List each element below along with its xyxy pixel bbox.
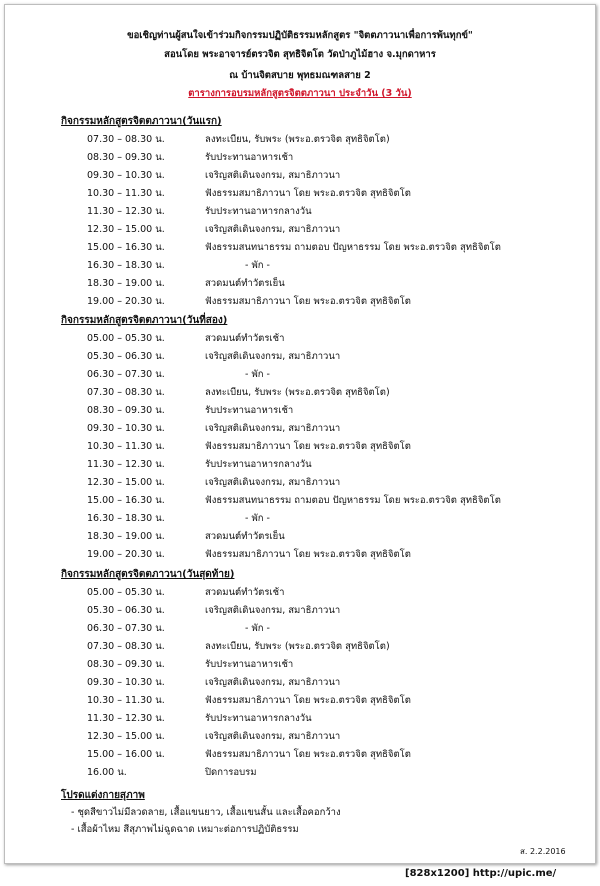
schedule-time: 11.30 – 12.30 น. <box>87 459 165 470</box>
schedule-time: 07.30 – 08.30 น. <box>87 387 165 398</box>
schedule-time: 11.30 – 12.30 น. <box>87 206 165 217</box>
schedule-row <box>87 221 557 238</box>
header-line-2: สอนโดย พระอาจารย์ตรวจิต สุทธิจิตโต วัดป่าภูไม้ฮาง จ.มุกดาหาร <box>164 49 436 60</box>
schedule-activity: ฟังธรรมสนทนาธรรม ถามตอบ ปัญหาธรรม โดย พระอ.ตรวจิต สุทธิจิตโต <box>205 242 501 253</box>
schedule-break: - พัก - <box>245 260 270 271</box>
schedule-time: 10.30 – 11.30 น. <box>87 188 165 199</box>
schedule-activity: ลงทะเบียน, รับพระ (พระอ.ตรวจิต สุทธิจิตโต) <box>205 641 390 652</box>
schedule-row <box>87 602 557 619</box>
schedule-time: 16.00 น. <box>87 767 127 778</box>
schedule-row <box>87 764 557 781</box>
schedule-break: - พัก - <box>245 369 270 380</box>
document-date: ส. 2.2.2016 <box>520 847 566 856</box>
schedule-time: 18.30 – 19.00 น. <box>87 531 165 542</box>
schedule-activity: ฟังธรรมสมาธิภาวนา โดย พระอ.ตรวจิต สุทธิจิตโต <box>205 188 411 199</box>
schedule-time: 09.30 – 10.30 น. <box>87 423 165 434</box>
schedule-time: 12.30 – 15.00 น. <box>87 731 165 742</box>
schedule-time: 06.30 – 07.30 น. <box>87 369 165 380</box>
section-title: กิจกรรมหลักสูตรจิตตภาวนา(วันสุดท้าย) <box>61 569 235 580</box>
schedule-activity: ฟังธรรมสมาธิภาวนา โดย พระอ.ตรวจิต สุทธิจิตโต <box>205 549 411 560</box>
schedule-row <box>87 584 557 601</box>
schedule-row <box>87 293 557 310</box>
schedule-row <box>87 185 557 202</box>
schedule-row <box>87 656 557 673</box>
schedule-time: 05.00 – 05.30 น. <box>87 587 165 598</box>
schedule-time: 15.00 – 16.00 น. <box>87 749 165 760</box>
schedule-row <box>87 275 557 292</box>
schedule-time: 15.00 – 16.30 น. <box>87 495 165 506</box>
schedule-row <box>87 348 557 365</box>
document-page <box>4 4 596 864</box>
schedule-row <box>87 510 557 527</box>
schedule-activity: ฟังธรรมสมาธิภาวนา โดย พระอ.ตรวจิต สุทธิจิตโต <box>205 296 411 307</box>
schedule-time: 09.30 – 10.30 น. <box>87 677 165 688</box>
schedule-row <box>87 492 557 509</box>
schedule-time: 09.30 – 10.30 น. <box>87 170 165 181</box>
schedule-activity: รับประทานอาหารเช้า <box>205 659 294 670</box>
schedule-activity: ฟังธรรมสนทนาธรรม ถามตอบ ปัญหาธรรม โดย พระอ.ตรวจิต สุทธิจิตโต <box>205 495 501 506</box>
schedule-time: 10.30 – 11.30 น. <box>87 441 165 452</box>
schedule-time: 12.30 – 15.00 น. <box>87 224 165 235</box>
schedule-activity: รับประทานอาหารเช้า <box>205 152 294 163</box>
schedule-time: 16.30 – 18.30 น. <box>87 513 165 524</box>
schedule-time: 06.30 – 07.30 น. <box>87 623 165 634</box>
image-host-caption: [828x1200] http://upic.me/ <box>405 868 557 879</box>
schedule-row <box>87 239 557 256</box>
schedule-break: - พัก - <box>245 513 270 524</box>
schedule-time: 08.30 – 09.30 น. <box>87 152 165 163</box>
schedule-time: 05.00 – 05.30 น. <box>87 333 165 344</box>
schedule-time: 19.00 – 20.30 น. <box>87 549 165 560</box>
schedule-time: 08.30 – 09.30 น. <box>87 405 165 416</box>
schedule-activity: เจริญสติเดินจงกรม, สมาธิภาวนา <box>205 677 341 688</box>
schedule-row <box>87 420 557 437</box>
schedule-row <box>87 728 557 745</box>
schedule-activity: รับประทานอาหารกลางวัน <box>205 713 312 724</box>
dress-code-item: - ชุดสีขาวไม่มีลวดลาย, เสื้อแขนยาว, เสื้อแขนสั้น และเสื้อคอกว้าง <box>71 807 341 818</box>
dress-code-title: โปรดแต่งกายสุภาพ <box>61 790 145 801</box>
schedule-time: 05.30 – 06.30 น. <box>87 351 165 362</box>
schedule-activity: เจริญสติเดินจงกรม, สมาธิภาวนา <box>205 351 341 362</box>
schedule-row <box>87 710 557 727</box>
schedule-row <box>87 257 557 274</box>
schedule-row <box>87 456 557 473</box>
schedule-row <box>87 149 557 166</box>
schedule-row <box>87 546 557 563</box>
schedule-row <box>87 438 557 455</box>
schedule-row <box>87 746 557 763</box>
schedule-time: 12.30 – 15.00 น. <box>87 477 165 488</box>
schedule-activity: รับประทานอาหารกลางวัน <box>205 206 312 217</box>
schedule-activity: เจริญสติเดินจงกรม, สมาธิภาวนา <box>205 731 341 742</box>
schedule-row <box>87 638 557 655</box>
schedule-time: 18.30 – 19.00 น. <box>87 278 165 289</box>
schedule-activity: สวดมนต์ทำวัตรเช้า <box>205 587 285 598</box>
schedule-time: 16.30 – 18.30 น. <box>87 260 165 271</box>
schedule-row <box>87 674 557 691</box>
schedule-activity: ลงทะเบียน, รับพระ (พระอ.ตรวจิต สุทธิจิตโต) <box>205 387 390 398</box>
schedule-title: ตารางการอบรมหลักสูตรจิตตภาวนา ประจำวัน (3 วัน) <box>188 88 412 99</box>
schedule-row <box>87 203 557 220</box>
schedule-activity: สวดมนต์ทำวัตรเย็น <box>205 531 285 542</box>
section-title: กิจกรรมหลักสูตรจิตตภาวนา(วันที่สอง) <box>61 315 228 326</box>
schedule-row <box>87 528 557 545</box>
schedule-activity: สวดมนต์ทำวัตรเช้า <box>205 333 285 344</box>
schedule-time: 07.30 – 08.30 น. <box>87 641 165 652</box>
schedule-activity: เจริญสติเดินจงกรม, สมาธิภาวนา <box>205 477 341 488</box>
schedule-activity: สวดมนต์ทำวัตรเย็น <box>205 278 285 289</box>
schedule-activity: ลงทะเบียน, รับพระ (พระอ.ตรวจิต สุทธิจิตโต) <box>205 134 390 145</box>
schedule-activity: เจริญสติเดินจงกรม, สมาธิภาวนา <box>205 170 341 181</box>
schedule-activity: ฟังธรรมสมาธิภาวนา โดย พระอ.ตรวจิต สุทธิจิตโต <box>205 441 411 452</box>
schedule-break: - พัก - <box>245 623 270 634</box>
schedule-activity: รับประทานอาหารกลางวัน <box>205 459 312 470</box>
schedule-row <box>87 131 557 148</box>
schedule-row <box>87 330 557 347</box>
schedule-row <box>87 620 557 637</box>
schedule-activity: ฟังธรรมสมาธิภาวนา โดย พระอ.ตรวจิต สุทธิจิตโต <box>205 749 411 760</box>
header-line-1: ขอเชิญท่านผู้สนใจเข้าร่วมกิจกรรมปฏิบัติธรรมหลักสูตร "จิตตภาวนาเพื่อการพ้นทุกข์" <box>127 30 473 41</box>
schedule-activity: เจริญสติเดินจงกรม, สมาธิภาวนา <box>205 224 341 235</box>
schedule-activity: รับประทานอาหารเช้า <box>205 405 294 416</box>
schedule-time: 10.30 – 11.30 น. <box>87 695 165 706</box>
header-line-3: ณ บ้านจิตสบาย พุทธมณฑลสาย 2 <box>229 70 371 81</box>
schedule-time: 19.00 – 20.30 น. <box>87 296 165 307</box>
schedule-time: 07.30 – 08.30 น. <box>87 134 165 145</box>
schedule-activity: ฟังธรรมสมาธิภาวนา โดย พระอ.ตรวจิต สุทธิจิตโต <box>205 695 411 706</box>
schedule-row <box>87 402 557 419</box>
schedule-row <box>87 366 557 383</box>
schedule-time: 15.00 – 16.30 น. <box>87 242 165 253</box>
schedule-activity: เจริญสติเดินจงกรม, สมาธิภาวนา <box>205 605 341 616</box>
schedule-activity: เจริญสติเดินจงกรม, สมาธิภาวนา <box>205 423 341 434</box>
schedule-time: 08.30 – 09.30 น. <box>87 659 165 670</box>
schedule-row <box>87 474 557 491</box>
schedule-activity: ปิดการอบรม <box>205 767 257 778</box>
schedule-row <box>87 384 557 401</box>
section-title: กิจกรรมหลักสูตรจิตตภาวนา(วันแรก) <box>61 116 222 127</box>
schedule-row <box>87 692 557 709</box>
schedule-row <box>87 167 557 184</box>
schedule-time: 05.30 – 06.30 น. <box>87 605 165 616</box>
schedule-time: 11.30 – 12.30 น. <box>87 713 165 724</box>
dress-code-item: - เสื้อผ้าไหม สีสุภาพไม่ฉูดฉาด เหมาะต่อการปฏิบัติธรรม <box>71 824 299 835</box>
